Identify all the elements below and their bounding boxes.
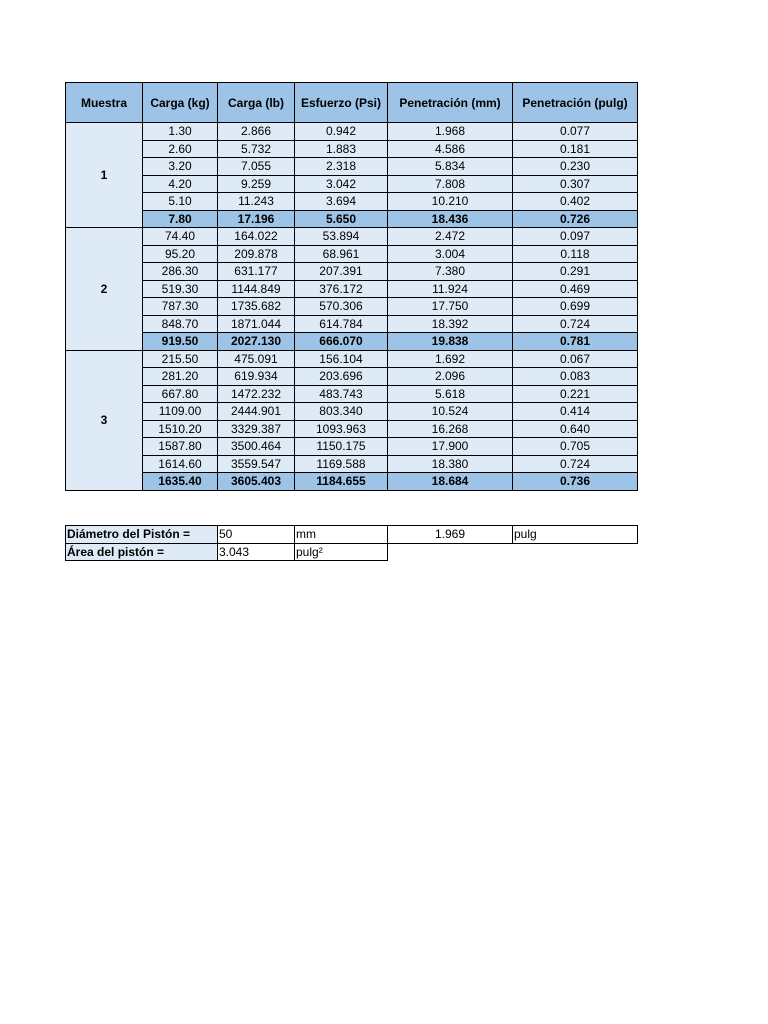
- cell-esfuerzo: 376.172: [295, 280, 388, 298]
- cell-esfuerzo: 666.070: [295, 333, 388, 351]
- cell-esfuerzo: 2.318: [295, 158, 388, 176]
- cell-esfuerzo: 614.784: [295, 315, 388, 333]
- cell-esfuerzo: 570.306: [295, 298, 388, 316]
- area-label: Área del pistón =: [66, 543, 218, 561]
- cell-penetracion-mm: 7.380: [388, 263, 513, 281]
- cell-carga-lb: 164.022: [218, 228, 295, 246]
- cell-penetracion-pulg: 0.077: [513, 123, 638, 141]
- cell-carga-kg: 286.30: [143, 263, 218, 281]
- cell-penetracion-mm: 5.618: [388, 385, 513, 403]
- cell-carga-kg: 215.50: [143, 350, 218, 368]
- cell-carga-kg: 3.20: [143, 158, 218, 176]
- header-penetracion-mm: Penetración (mm): [388, 83, 513, 123]
- table-row: [66, 210, 638, 228]
- cell-carga-lb: 1472.232: [218, 385, 295, 403]
- cell-esfuerzo: 1184.655: [295, 473, 388, 491]
- cell-carga-kg: 281.20: [143, 368, 218, 386]
- cell-penetracion-mm: 10.210: [388, 193, 513, 211]
- cell-penetracion-mm: 2.096: [388, 368, 513, 386]
- diameter-row: [66, 526, 638, 544]
- cell-esfuerzo: 3.694: [295, 193, 388, 211]
- cell-penetracion-mm: 18.380: [388, 455, 513, 473]
- empty-cell: [513, 543, 638, 561]
- table-row: [66, 298, 638, 316]
- cell-carga-lb: 17.196: [218, 210, 295, 228]
- cell-esfuerzo: 156.104: [295, 350, 388, 368]
- cell-esfuerzo: 3.042: [295, 175, 388, 193]
- cell-penetracion-mm: 19.838: [388, 333, 513, 351]
- cell-penetracion-mm: 17.750: [388, 298, 513, 316]
- cell-penetracion-pulg: 0.705: [513, 438, 638, 456]
- cell-penetracion-mm: 3.004: [388, 245, 513, 263]
- table-row: [66, 385, 638, 403]
- cell-carga-kg: 919.50: [143, 333, 218, 351]
- cell-carga-kg: 1587.80: [143, 438, 218, 456]
- cell-esfuerzo: 203.696: [295, 368, 388, 386]
- piston-info-table: [65, 525, 638, 561]
- cell-penetracion-mm: 17.900: [388, 438, 513, 456]
- cell-esfuerzo: 68.961: [295, 245, 388, 263]
- table-row: [66, 280, 638, 298]
- header-muestra: Muestra: [66, 83, 143, 123]
- cell-penetracion-pulg: 0.736: [513, 473, 638, 491]
- cell-carga-lb: 3329.387: [218, 420, 295, 438]
- area-unit: pulg²: [295, 543, 388, 561]
- cell-carga-lb: 3500.464: [218, 438, 295, 456]
- cell-carga-kg: 1109.00: [143, 403, 218, 421]
- cell-penetracion-pulg: 0.181: [513, 140, 638, 158]
- cell-esfuerzo: 207.391: [295, 263, 388, 281]
- table-row: [66, 438, 638, 456]
- cell-carga-kg: 74.40: [143, 228, 218, 246]
- results-table: [65, 82, 638, 491]
- empty-cell: [388, 543, 513, 561]
- cell-penetracion-pulg: 0.230: [513, 158, 638, 176]
- header-carga-kg: Carga (kg): [143, 83, 218, 123]
- table-body: [66, 123, 638, 491]
- cell-penetracion-pulg: 0.469: [513, 280, 638, 298]
- cell-carga-lb: 209.878: [218, 245, 295, 263]
- cell-penetracion-pulg: 0.067: [513, 350, 638, 368]
- cell-penetracion-mm: 5.834: [388, 158, 513, 176]
- area-value: 3.043: [218, 543, 295, 561]
- cell-carga-lb: 11.243: [218, 193, 295, 211]
- cell-carga-kg: 4.20: [143, 175, 218, 193]
- cell-esfuerzo: 53.894: [295, 228, 388, 246]
- cell-esfuerzo: 1093.963: [295, 420, 388, 438]
- cell-penetracion-mm: 18.392: [388, 315, 513, 333]
- cell-penetracion-pulg: 0.724: [513, 455, 638, 473]
- cell-penetracion-pulg: 0.640: [513, 420, 638, 438]
- cell-carga-lb: 9.259: [218, 175, 295, 193]
- cell-penetracion-pulg: 0.307: [513, 175, 638, 193]
- cell-carga-kg: 5.10: [143, 193, 218, 211]
- cell-penetracion-mm: 2.472: [388, 228, 513, 246]
- cell-penetracion-pulg: 0.726: [513, 210, 638, 228]
- cell-carga-lb: 1735.682: [218, 298, 295, 316]
- sample-label: 3: [66, 350, 143, 490]
- cell-carga-lb: 2027.130: [218, 333, 295, 351]
- cell-penetracion-pulg: 0.221: [513, 385, 638, 403]
- cell-carga-kg: 848.70: [143, 315, 218, 333]
- table-row: [66, 368, 638, 386]
- cell-carga-lb: 475.091: [218, 350, 295, 368]
- cell-carga-kg: 95.20: [143, 245, 218, 263]
- cell-esfuerzo: 1169.588: [295, 455, 388, 473]
- cell-penetracion-pulg: 0.781: [513, 333, 638, 351]
- cell-esfuerzo: 483.743: [295, 385, 388, 403]
- table-row: [66, 245, 638, 263]
- cell-esfuerzo: 1150.175: [295, 438, 388, 456]
- cell-carga-kg: 1635.40: [143, 473, 218, 491]
- cell-carga-kg: 667.80: [143, 385, 218, 403]
- cell-esfuerzo: 0.942: [295, 123, 388, 141]
- header-carga-lb: Carga (lb): [218, 83, 295, 123]
- cell-carga-lb: 3559.547: [218, 455, 295, 473]
- table-row: [66, 175, 638, 193]
- cell-esfuerzo: 803.340: [295, 403, 388, 421]
- cell-carga-lb: 1144.849: [218, 280, 295, 298]
- cell-penetracion-pulg: 0.291: [513, 263, 638, 281]
- header-row: [66, 83, 638, 123]
- table-row: [66, 420, 638, 438]
- table-row: [66, 193, 638, 211]
- table-row: [66, 315, 638, 333]
- cell-penetracion-mm: 18.684: [388, 473, 513, 491]
- cell-penetracion-pulg: 0.083: [513, 368, 638, 386]
- table-row: [66, 403, 638, 421]
- table-row: [66, 455, 638, 473]
- cell-penetracion-mm: 10.524: [388, 403, 513, 421]
- cell-carga-lb: 5.732: [218, 140, 295, 158]
- cell-carga-kg: 787.30: [143, 298, 218, 316]
- cell-carga-kg: 1614.60: [143, 455, 218, 473]
- cell-carga-lb: 1871.044: [218, 315, 295, 333]
- diameter-mm-value: 50: [218, 526, 295, 544]
- cell-carga-kg: 1510.20: [143, 420, 218, 438]
- table-row: [66, 333, 638, 351]
- cell-penetracion-pulg: 0.097: [513, 228, 638, 246]
- table-row: [66, 140, 638, 158]
- diameter-label: Diámetro del Pistón =: [66, 526, 218, 544]
- table-row: [66, 158, 638, 176]
- cell-carga-lb: 3605.403: [218, 473, 295, 491]
- diameter-mm-unit: mm: [295, 526, 388, 544]
- table-row: [66, 228, 638, 246]
- cell-carga-kg: 2.60: [143, 140, 218, 158]
- cell-penetracion-pulg: 0.699: [513, 298, 638, 316]
- cell-penetracion-mm: 4.586: [388, 140, 513, 158]
- cell-penetracion-mm: 16.268: [388, 420, 513, 438]
- cell-penetracion-mm: 11.924: [388, 280, 513, 298]
- cell-esfuerzo: 1.883: [295, 140, 388, 158]
- cell-penetracion-mm: 1.968: [388, 123, 513, 141]
- sample-label: 1: [66, 123, 143, 228]
- diameter-pulg-value: 1.969: [388, 526, 513, 544]
- header-penetracion-pulg: Penetración (pulg): [513, 83, 638, 123]
- header-esfuerzo: Esfuerzo (Psi): [295, 83, 388, 123]
- cell-penetracion-pulg: 0.414: [513, 403, 638, 421]
- cell-penetracion-pulg: 0.724: [513, 315, 638, 333]
- cell-penetracion-pulg: 0.118: [513, 245, 638, 263]
- cell-carga-lb: 619.934: [218, 368, 295, 386]
- sample-label: 2: [66, 228, 143, 351]
- cell-carga-kg: 519.30: [143, 280, 218, 298]
- table-row: [66, 350, 638, 368]
- cell-esfuerzo: 5.650: [295, 210, 388, 228]
- cell-penetracion-mm: 1.692: [388, 350, 513, 368]
- cell-penetracion-mm: 18.436: [388, 210, 513, 228]
- table-row: [66, 123, 638, 141]
- cell-carga-lb: 2444.901: [218, 403, 295, 421]
- cell-carga-kg: 1.30: [143, 123, 218, 141]
- table-row: [66, 473, 638, 491]
- cell-carga-kg: 7.80: [143, 210, 218, 228]
- cell-penetracion-mm: 7.808: [388, 175, 513, 193]
- diameter-pulg-unit: pulg: [513, 526, 638, 544]
- cell-carga-lb: 631.177: [218, 263, 295, 281]
- area-row: [66, 543, 638, 561]
- table-row: [66, 263, 638, 281]
- cell-carga-lb: 7.055: [218, 158, 295, 176]
- cell-carga-lb: 2.866: [218, 123, 295, 141]
- cell-penetracion-pulg: 0.402: [513, 193, 638, 211]
